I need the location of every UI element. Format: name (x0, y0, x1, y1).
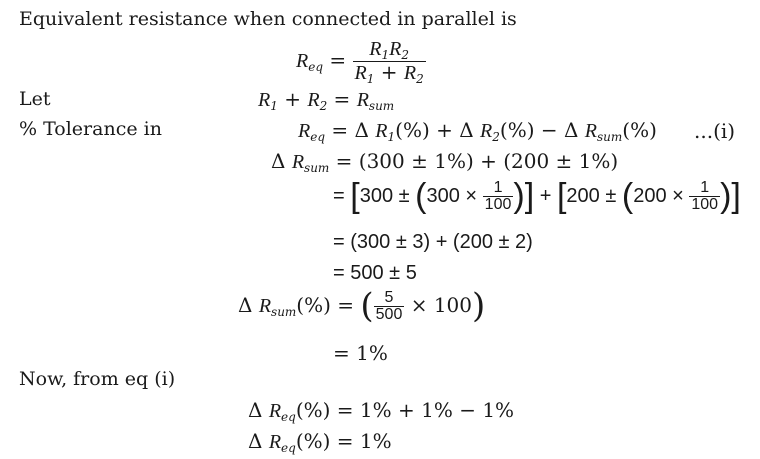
eq-rsum-def: $R_1 + R_2 = R_{sum}$ (258, 87, 395, 113)
eq-marker: ...(i) (694, 119, 736, 143)
eq-one-percent: = 1% (333, 341, 388, 365)
eq-req-final: Δ $R_{eq}(\%) = 1\%$ (248, 429, 392, 455)
let-label: Let (19, 88, 51, 110)
now-label: Now, from eq (i) (19, 368, 176, 390)
tolerance-label: % Tolerance in (19, 118, 162, 140)
eq-step3: = (300 ± 3) + (200 ± 2) (333, 231, 533, 253)
parallel-fraction: $\frac{R_1R_2}{R_1 + R_2}$ (354, 38, 424, 86)
eq-percent: Δ $R_{sum}(\%)$ = ( $\frac{5}{500}$ × 100) (238, 285, 486, 326)
eq-expanded: = [300 ± (300 × $\frac{1}{100}$ )] + [200 ± (200 × $\frac{1}{100}$ )] (333, 176, 741, 215)
eq-tolerance: $R_{eq} = \Delta$ $R_1(\%) + \Delta$ $R_2(\%) - \Delta$ $R_{sum}(\%)$ (298, 118, 657, 144)
eq-step4: = 500 ± 5 (333, 262, 417, 284)
eq-req-sum: Δ $R_{eq}(\%) = 1\% + 1\% - 1\%$ (248, 398, 515, 424)
intro-text: Equivalent resistance when connected in parallel is (19, 8, 517, 30)
eq-parallel: $R_{eq}$ = $\frac{R_1R_2}{R_1 + R_2}$ (296, 38, 424, 86)
eq-delta-rsum: Δ $R_{sum} = (300 \pm 1\%) + (200 \pm 1\%)$ (271, 149, 619, 175)
